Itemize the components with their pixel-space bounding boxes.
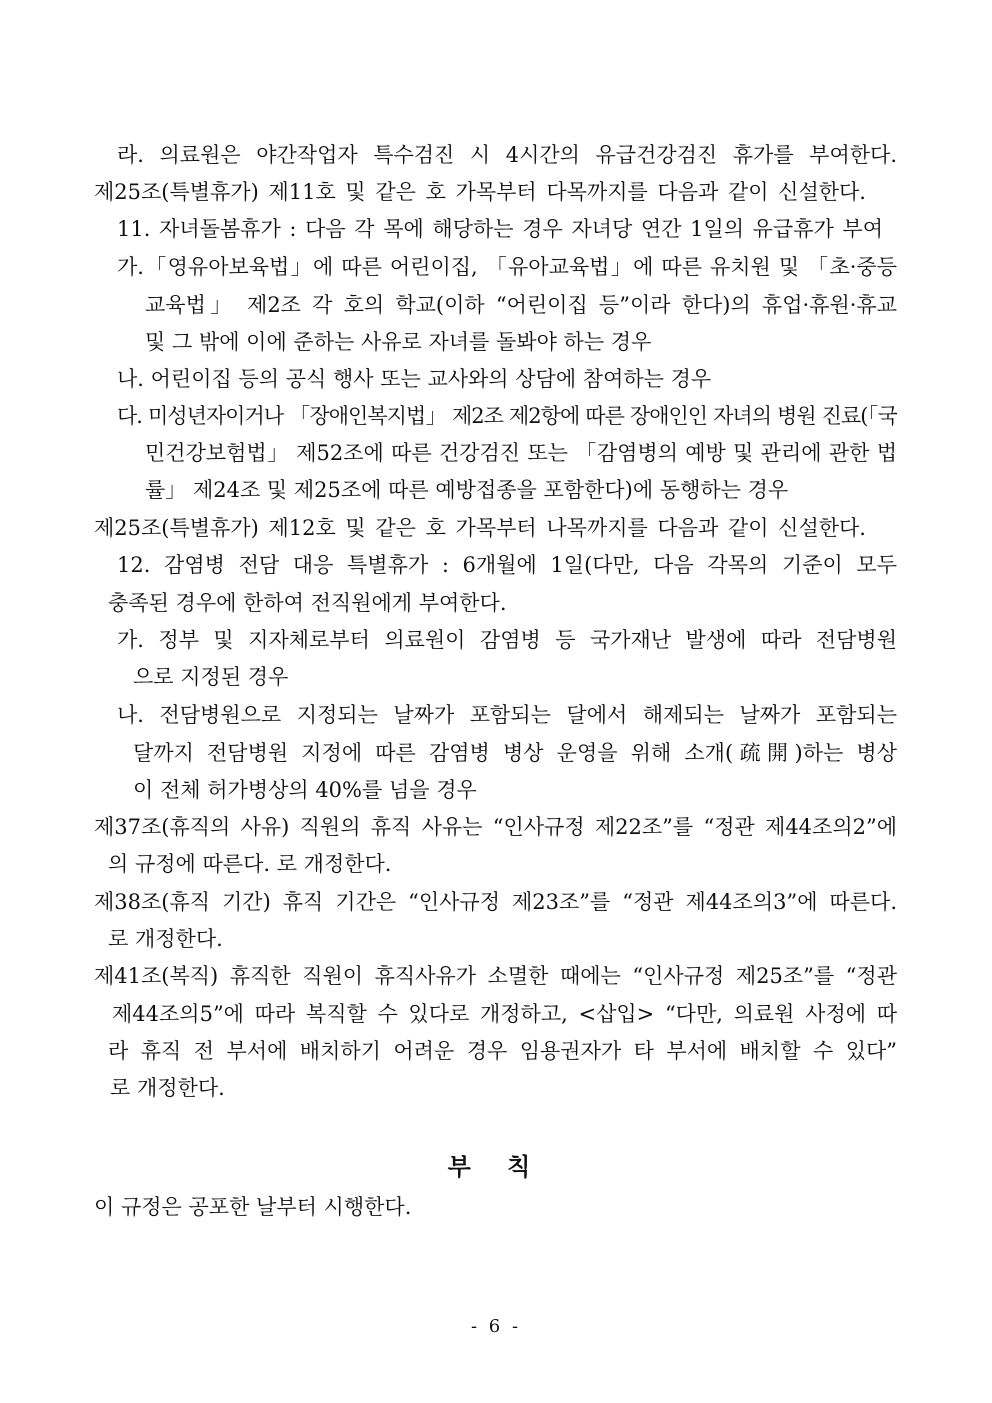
text-line: 률」 제24조 및 제25조에 따른 예방접종을 포함한다)에 동행하는 경우: [145, 478, 789, 502]
text-line: 라 휴직 전 부서에 배치하기 어려운 경우 임용권자가 타 부서에 배치할 수 있다”: [108, 1039, 897, 1063]
text-line: 로 개정한다.: [110, 1076, 225, 1100]
article-line: 제37조(휴직의 사유) 직원의 휴직 사유는 “인사규정 제22조”를 “정관 제44조의2”에: [94, 815, 897, 839]
text-line: 달까지 전담병원 지정에 따른 감염병 병상 운영을 위해 소개(疏開)하는 병상: [133, 741, 897, 765]
text-line: 라. 의료원은 야간작업자 특수검진 시 4시간의 유급건강검진 휴가를 부여한다.: [117, 143, 897, 167]
article-line: 제38조(휴직 기간) 휴직 기간은 “인사규정 제23조”를 “정관 제44조의3”에 따른다.: [94, 890, 897, 914]
addendum-text: 이 규정은 공포한 날부터 시행한다.: [94, 1195, 412, 1219]
page-number: - 6 -: [470, 1316, 522, 1337]
text-line: 충족된 경우에 한하여 전직원에게 부여한다.: [108, 591, 507, 615]
text-line: 11. 자녀돌봄휴가 : 다음 각 목에 해당하는 경우 자녀당 연간 1일의 유급휴가 부여: [117, 217, 883, 241]
text-line: 의 규정에 따른다. 로 개정한다.: [108, 852, 392, 876]
addendum-title: 부 칙: [447, 1152, 545, 1181]
text-line: 교육법」 제2조 각 호의 학교(이하 “어린이집 등”이라 한다)의 휴업·휴원·휴교: [145, 293, 897, 317]
text-line: 민건강보험법」 제52조에 따른 건강검진 또는 「감염병의 예방 및 관리에 관한 법: [145, 441, 897, 465]
article-line: 제25조(특별휴가) 제12호 및 같은 호 가목부터 나목까지를 다음과 같이 신설한다.: [94, 516, 866, 540]
article-line: 제25조(특별휴가) 제11호 및 같은 호 가목부터 다목까지를 다음과 같이 신설한다.: [94, 180, 866, 204]
text-line: 및 그 밖에 이에 준하는 사유로 자녀를 돌봐야 하는 경우: [145, 330, 652, 354]
text-line: 12. 감염병 전담 대응 특별휴가 : 6개월에 1일(다만, 다음 각목의 기준이 모두: [117, 553, 897, 577]
text-line: 이 전체 허가병상의 40%를 넘을 경우: [133, 778, 477, 802]
text-line: 으로 지정된 경우: [133, 665, 289, 689]
text-line: 가. 정부 및 지자체로부터 의료원이 감염병 등 국가재난 발생에 따라 전담병원: [117, 628, 897, 652]
article-line: 제41조(복직) 휴직한 직원이 휴직사유가 소멸한 때에는 “인사규정 제25조”를 “정관: [94, 964, 897, 988]
text-line: 로 개정한다.: [108, 927, 223, 951]
text-line: 제44조의5”에 따라 복직할 수 있다로 개정하고, <삽입> “다만, 의료원 사정에 따: [112, 1002, 897, 1026]
text-line: 가.「영유아보육법」에 따른 어린이집, 「유아교육법」에 따른 유치원 및 「초·중등: [117, 255, 897, 279]
text-line: 나. 전담병원으로 지정되는 날짜가 포함되는 달에서 해제되는 날짜가 포함되는: [117, 703, 897, 727]
text-line: 나. 어린이집 등의 공식 행사 또는 교사와의 상담에 참여하는 경우: [117, 367, 712, 391]
text-line: 다. 미성년자이거나 「장애인복지법」 제2조 제2항에 따른 장애인인 자녀의 병원 진료(「국: [117, 404, 897, 428]
